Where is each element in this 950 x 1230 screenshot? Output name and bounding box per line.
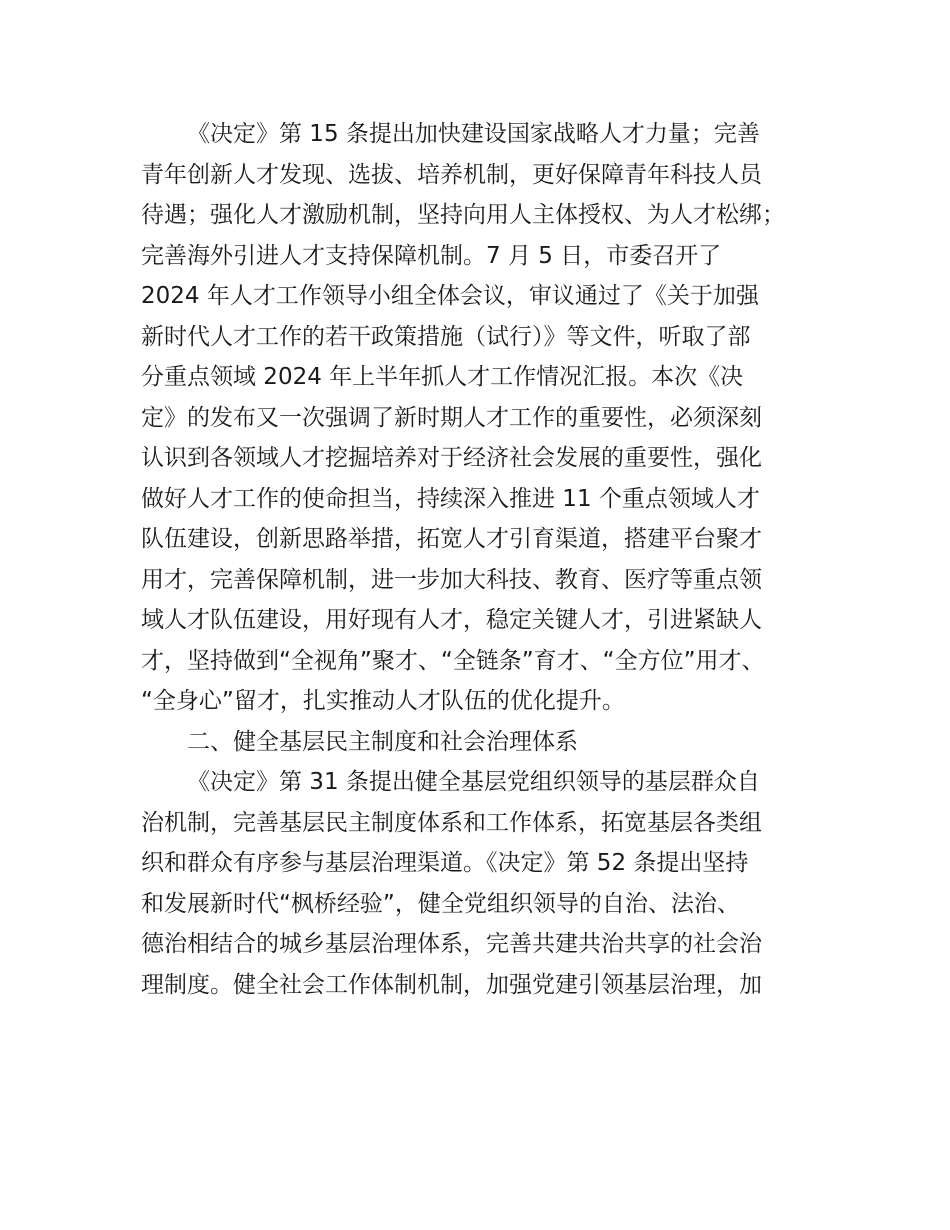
text-line: “全身心”留才，扎实推动人才队伍的优化提升。 [141,688,625,714]
text-line: 织和群众有序参与基层治理渠道。《决定》第 52 条提出坚持 [141,850,749,876]
text-line: 2024 年人才工作领导小组全体会议，审议通过了《关于加强 [141,283,759,309]
text-line: 定》的发布又一次强调了新时期人才工作的重要性，必须深刻 [141,404,762,431]
text-line: 队伍建设，创新思路举措，拓宽人才引育渠道，搭建平台聚才 [141,526,762,552]
text-line: 治机制，完善基层民主制度体系和工作体系，拓宽基层各类组 [141,809,762,836]
text-line: 域人才队伍建设，用好现有人才，稳定关键人才，引进紧缺人 [141,607,762,633]
text-line: 和发展新时代“枫桥经验”，健全党组织领导的自治、法治、 [141,890,740,917]
paragraph-talent-work [141,114,831,722]
paragraph-grassroots-governance [141,762,831,1005]
text-line: 完善海外引进人才支持保障机制。7 月 5 日，市委召开了 [141,242,722,269]
document-body [141,114,831,1005]
text-line: 才，坚持做到“全视角”聚才、“全链条”育才、“全方位”用才、 [141,647,765,674]
text-line: 分重点领域 2024 年上半年抓人才工作情况汇报。本次《决 [141,364,744,390]
text-line: 新时代人才工作的若干政策措施（试行）》等文件，听取了部 [141,323,751,350]
text-line: 德治相结合的城乡基层治理体系，完善共建共治共享的社会治 [141,931,762,957]
text-line: 认识到各领域人才挖掘培养对于经济社会发展的重要性，强化 [141,445,762,471]
text-line: 《决定》第 31 条提出健全基层党组织领导的基层群众自 [187,769,760,795]
text-line: 理制度。健全社会工作体制机制，加强党建引领基层治理，加 [141,971,762,998]
text-line: 做好人才工作的使命担当，持续深入推进 11 个重点领域人才 [141,485,760,512]
text-line: 《决定》第 15 条提出加快建设国家战略人才力量；完善 [187,121,760,147]
section-heading-text: 二、健全基层民主制度和社会治理体系 [187,728,578,755]
text-line: 青年创新人才发现、选拔、培养机制，更好保障青年科技人员 [141,161,762,188]
section-heading [141,722,831,763]
text-line: 待遇；强化人才激励机制，坚持向用人主体授权、为人才松绑； [141,202,785,228]
text-line: 用才，完善保障机制，进一步加大科技、教育、医疗等重点领 [141,566,762,593]
